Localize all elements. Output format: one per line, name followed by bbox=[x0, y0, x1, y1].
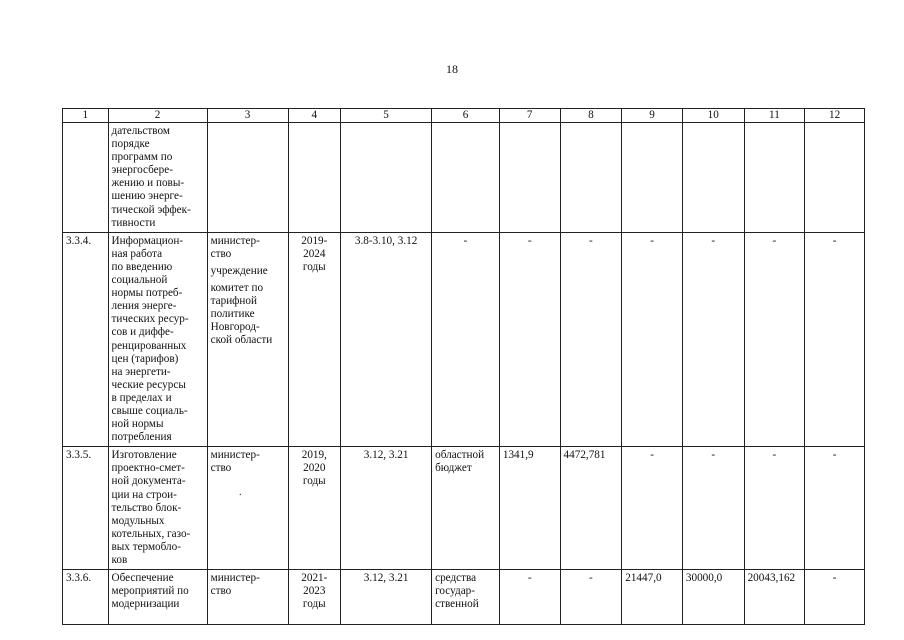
value-cell: - bbox=[744, 447, 805, 570]
column-number: 7 bbox=[499, 109, 560, 123]
column-number: 4 bbox=[288, 109, 341, 123]
column-number: 5 bbox=[341, 109, 432, 123]
value-cell: - bbox=[682, 447, 744, 570]
value-cell: - bbox=[805, 447, 865, 570]
executor bbox=[207, 123, 288, 233]
item-name: Информацион- ная работа по введению социальной нормы потреб- ления энерге- тических ресур- сов и диффе- ренцированных цен (тарифов) на энергети- ческие ресурсы в пределах и свыше социаль- ной нормы потребления bbox=[108, 232, 207, 447]
page-number: 18 bbox=[446, 62, 458, 76]
value-cell: - bbox=[560, 570, 622, 625]
item-name: Изготовление проектно-смет- ной документа- ции на строи- тельство блок- модульных котельных, газо- вых термобло- ков bbox=[108, 447, 207, 570]
column-number: 2 bbox=[108, 109, 207, 123]
value-cell: 1341,9 bbox=[499, 447, 560, 570]
value-cell: - bbox=[499, 570, 560, 625]
executor: министер- ство · bbox=[207, 447, 288, 570]
column-number: 11 bbox=[744, 109, 805, 123]
target-indicator: 3.12, 3.21 bbox=[341, 570, 432, 625]
value-cell: - bbox=[682, 232, 744, 447]
item-name: дательством порядке программ по энергосбере- жению и повы- шению энерге- тической эффек- тивности bbox=[108, 123, 207, 233]
period: 2019, 2020 годы bbox=[288, 447, 341, 570]
funding-source: областной бюджет bbox=[432, 447, 500, 570]
column-number: 12 bbox=[805, 109, 865, 123]
column-number: 10 bbox=[682, 109, 744, 123]
stray-dot: · bbox=[238, 490, 242, 502]
funding-source bbox=[432, 123, 500, 233]
period: 2021- 2023 годы bbox=[288, 570, 341, 625]
value-cell: 21447,0 bbox=[622, 570, 683, 625]
executor: министер- ство учреждение комитет по тарифной политике Новгород- ской области bbox=[207, 232, 288, 447]
value-cell: 20043,162 bbox=[744, 570, 805, 625]
value-cell bbox=[560, 123, 622, 233]
value-cell bbox=[682, 123, 744, 233]
target-indicator bbox=[341, 123, 432, 233]
column-number: 1 bbox=[63, 109, 109, 123]
value-cell: - bbox=[622, 447, 683, 570]
value-cell: - bbox=[805, 570, 865, 625]
item-number bbox=[63, 123, 109, 233]
item-number: 3.3.6. bbox=[63, 570, 109, 625]
value-cell: 30000,0 bbox=[682, 570, 744, 625]
period bbox=[288, 123, 341, 233]
table-row bbox=[63, 570, 865, 625]
item-number: 3.3.4. bbox=[63, 232, 109, 447]
value-cell: 4472,781 bbox=[560, 447, 622, 570]
table-row bbox=[63, 123, 865, 233]
value-cell bbox=[744, 123, 805, 233]
period: 2019- 2024 годы bbox=[288, 232, 341, 447]
column-number: 9 bbox=[622, 109, 683, 123]
value-cell: - bbox=[622, 232, 683, 447]
item-number: 3.3.5. bbox=[63, 447, 109, 570]
column-number-row bbox=[63, 109, 865, 123]
funding-source: средства государ- ственной bbox=[432, 570, 500, 625]
item-name: Обеспечение мероприятий по модернизации bbox=[108, 570, 207, 625]
column-number: 6 bbox=[432, 109, 500, 123]
column-number: 3 bbox=[207, 109, 288, 123]
value-cell: - bbox=[560, 232, 622, 447]
table-row bbox=[63, 232, 865, 447]
table-row bbox=[63, 447, 865, 570]
column-number: 8 bbox=[560, 109, 622, 123]
target-indicator: 3.12, 3.21 bbox=[341, 447, 432, 570]
funding-source: - bbox=[432, 232, 500, 447]
value-cell: - bbox=[744, 232, 805, 447]
executor: министер- ство bbox=[207, 570, 288, 625]
value-cell bbox=[805, 123, 865, 233]
value-cell bbox=[499, 123, 560, 233]
value-cell: - bbox=[805, 232, 865, 447]
target-indicator: 3.8-3.10, 3.12 bbox=[341, 232, 432, 447]
value-cell bbox=[622, 123, 683, 233]
program-table bbox=[62, 108, 865, 625]
value-cell: - bbox=[499, 232, 560, 447]
